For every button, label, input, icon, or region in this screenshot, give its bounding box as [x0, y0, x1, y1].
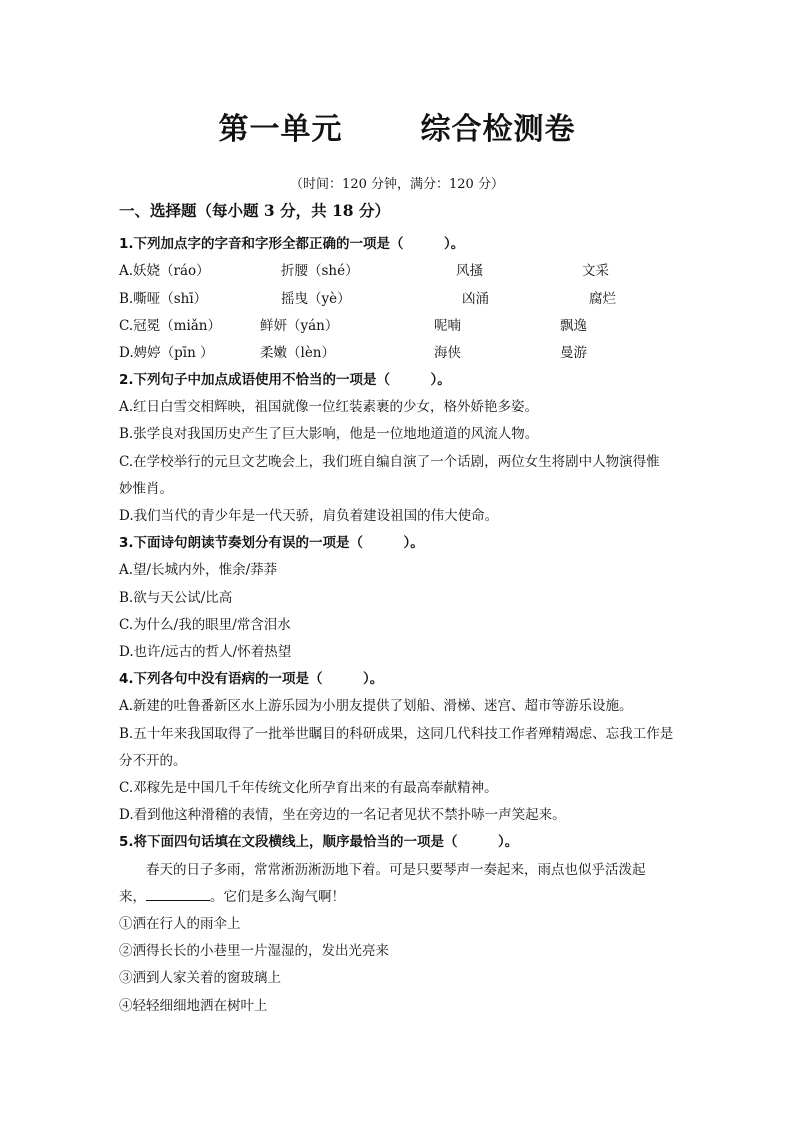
q5-sentence-3: ③洒到人家关着的窗玻璃上: [119, 970, 281, 986]
question-4-stem: 4.下列各句中没有语病的一项是（ ）。: [119, 671, 384, 687]
q3-option-b: B.欲与天公试/比高: [119, 590, 233, 606]
title-name: 综合检测卷: [420, 112, 576, 147]
q4-option-d: D.看到他这种滑稽的表情，坐在旁边的一名记者见状不禁扑哧一声笑起来。: [119, 807, 566, 823]
q1-option-b-word4: 腐烂: [589, 291, 616, 307]
q1-option-c: C.冠冕（miǎn）: [119, 318, 222, 334]
q5-sentence-1: ①洒在行人的雨伞上: [119, 916, 241, 932]
q1-option-a-word3: 风搔: [456, 263, 483, 279]
question-3-stem: 3.下面诗句朗读节奏划分有误的一项是（ ）。: [119, 535, 424, 551]
q5-passage-line2: [119, 885, 345, 905]
q1-option-b: B.嘶哑（shī）: [119, 291, 208, 307]
fill-in-blank: [146, 888, 210, 901]
q1-option-a-word4: 文采: [582, 263, 609, 279]
q2-option-c-cont: 妙惟肖。: [119, 481, 173, 497]
q1-option-a: A.妖娆（ráo）: [119, 263, 210, 279]
title-unit: 第一单元: [218, 112, 343, 147]
q1-option-d-word2: 柔嫩（lèn）: [260, 345, 336, 361]
q2-option-d: D.我们当代的青少年是一代天骄，肩负着建设祖国的伟大使命。: [119, 508, 499, 524]
q4-option-b: B.五十年来我国取得了一批举世瞩目的科研成果，这同几代科技工作者殚精竭虑、忘我工作是: [119, 726, 674, 742]
q4-option-c: C.邓稼先是中国几千年传统文化所孕育出来的有最高奉献精神。: [119, 780, 498, 796]
q2-option-b: B.张学良对我国历史产生了巨大影响，他是一位地地道道的风流人物。: [119, 426, 539, 442]
q1-option-a-word2: 折腰（shé）: [281, 263, 359, 279]
q5-passage-start: 来，: [119, 889, 146, 905]
q5-sentence-2: ②洒得长长的小巷里一片湿湿的，发出光亮来: [119, 943, 389, 959]
q1-option-c-word3: 呢喃: [434, 318, 461, 334]
q1-option-d: D.娉婷（pīn ）: [119, 345, 214, 361]
q2-option-c: C.在学校举行的元旦文艺晚会上，我们班自编自演了一个话剧，两位女生将剧中人物演得惟: [119, 454, 660, 470]
question-5-stem: 5.将下面四句话填在文段横线上，顺序最恰当的一项是（ ）。: [119, 834, 519, 850]
q3-option-d: D.也许/远古的哲人/怀着热望: [119, 644, 292, 660]
q4-option-b-cont: 分不开的。: [119, 753, 187, 769]
exam-time-info: （时间：120 分钟，满分：120 分）: [290, 177, 504, 192]
q1-option-b-word2: 摇曳（yè）: [281, 291, 351, 307]
q3-option-a: A.望/长城内外，惟余/莽莽: [119, 562, 278, 578]
q5-passage-end: 。它们是多么淘气啊！: [210, 889, 345, 905]
q2-option-a: A.红日白雪交相辉映，祖国就像一位红装素裹的少女，格外娇艳多姿。: [119, 399, 539, 415]
section-heading: 一、选择题（每小题 3 分，共 18 分）: [119, 201, 390, 220]
q1-option-d-word4: 曼游: [560, 345, 587, 361]
page-title: [0, 104, 794, 148]
q4-option-a: A.新建的吐鲁番新区水上游乐园为小朋友提供了划船、滑梯、迷宫、超市等游乐设施。: [119, 698, 633, 714]
q1-option-d-word3: 海侠: [434, 345, 461, 361]
question-2-stem: 2.下列句子中加点成语使用不恰当的一项是（ ）。: [119, 372, 451, 388]
q1-option-c-word4: 飘逸: [560, 318, 587, 334]
q1-option-c-word2: 鲜妍（yán）: [260, 318, 339, 334]
question-1-stem: 1.下列加点字的字音和字形全都正确的一项是（ ）。: [119, 236, 465, 252]
q5-passage-line1: 春天的日子多雨，常常淅沥淅沥地下着。可是只要琴声一奏起来，雨点也似乎活泼起: [146, 862, 646, 878]
q1-option-b-word3: 凶涌: [462, 291, 489, 307]
q3-option-c: C.为什么/我的眼里/常含泪水: [119, 617, 291, 633]
q5-sentence-4: ④轻轻细细地洒在树叶上: [119, 998, 268, 1014]
